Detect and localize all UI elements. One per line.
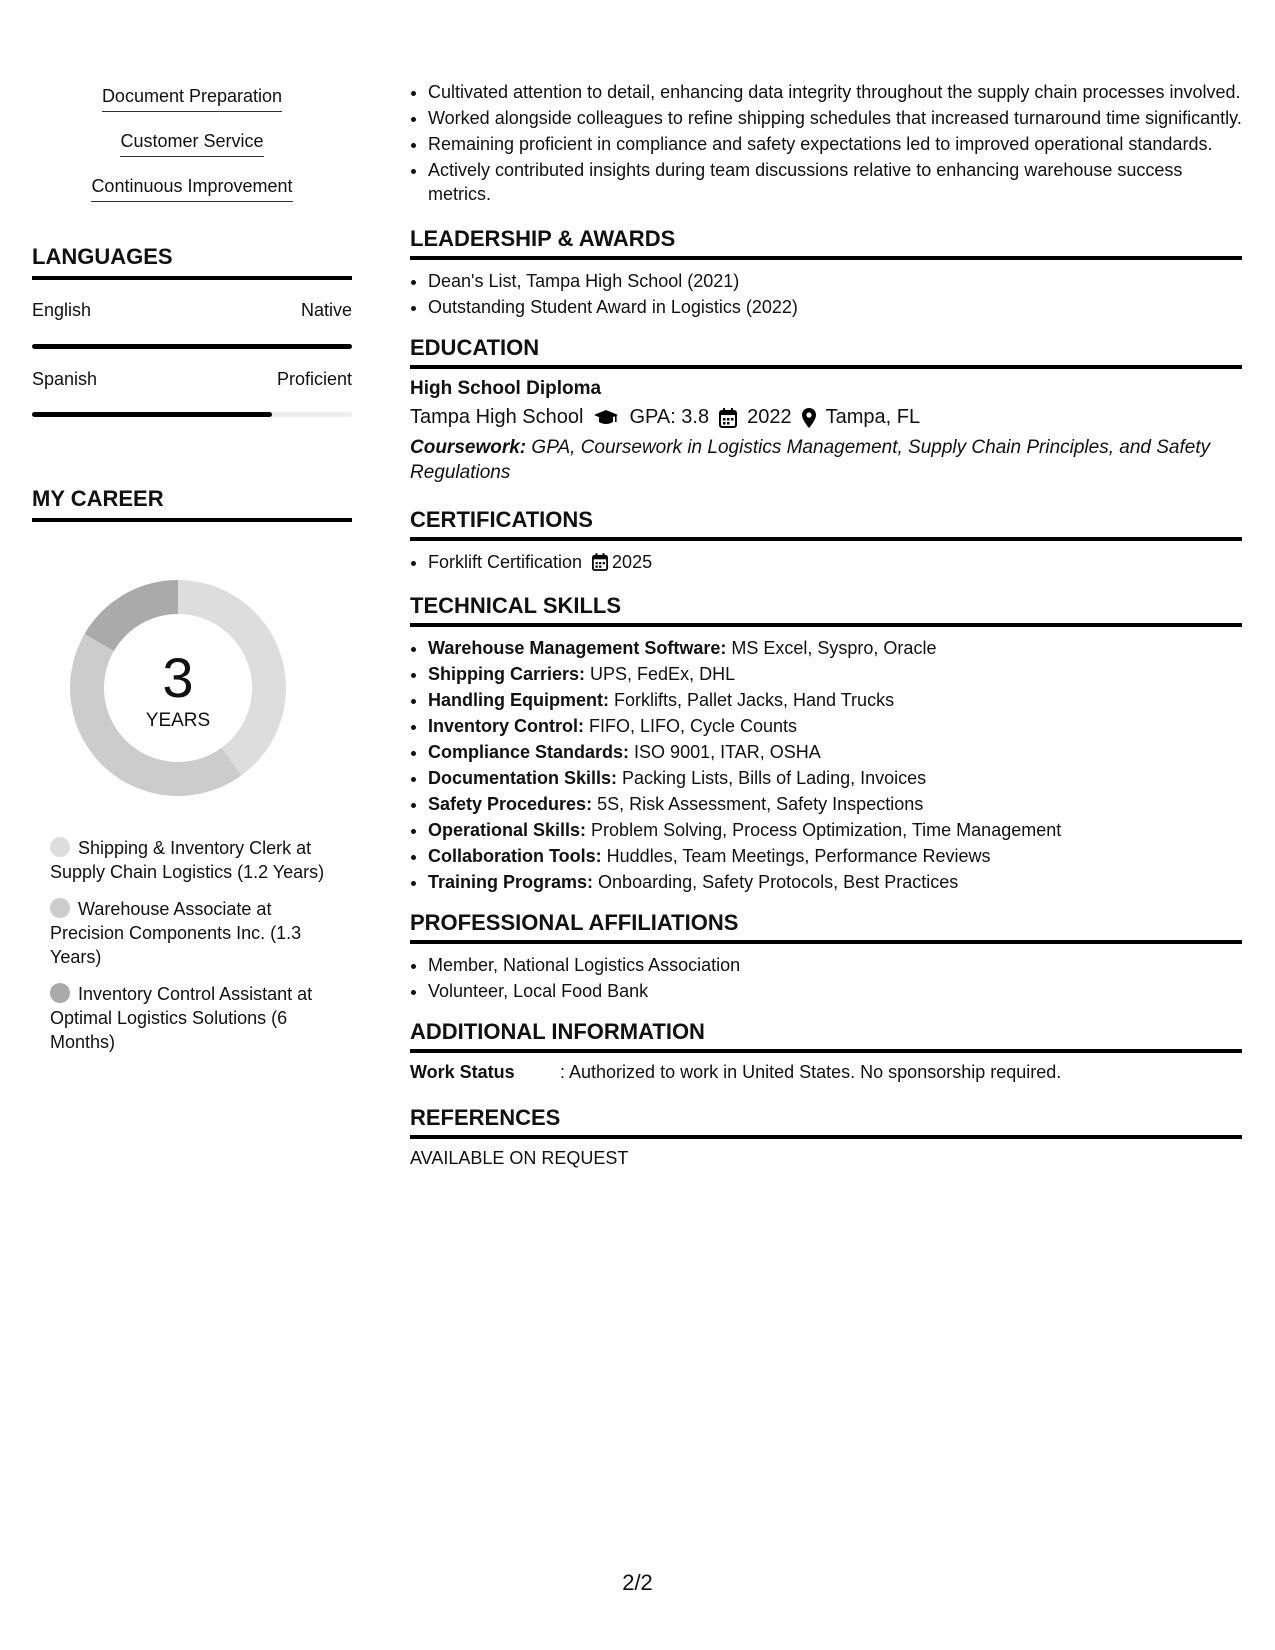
skill-item: Customer Service: [32, 131, 352, 176]
languages-heading: LANGUAGES: [32, 244, 352, 280]
work-status-label: Work Status: [410, 1062, 515, 1082]
certification-item: [428, 550, 1242, 577]
language-row: [32, 300, 352, 321]
technical-skill-item: • Collaboration Tools: Huddles, Team Meetings, Performance Reviews: [428, 844, 1242, 868]
experience-bullets: [410, 80, 1242, 206]
affiliations-section: [410, 910, 1242, 1003]
career-total-unit: YEARS: [145, 710, 211, 731]
leadership-list: [410, 269, 1242, 319]
references-heading: REFERENCES: [410, 1105, 1242, 1139]
graduation-cap-icon: [593, 409, 619, 427]
education-section: [410, 335, 1242, 485]
legend-dot: [50, 837, 70, 857]
technical-skills-heading: TECHNICAL SKILLS: [410, 593, 1242, 627]
additional-info-heading: ADDITIONAL INFORMATION: [410, 1019, 1242, 1053]
education-gpa: GPA: 3.8: [629, 406, 710, 428]
donut-slice-3: [84, 580, 178, 651]
leadership-heading: LEADERSHIP & AWARDS: [410, 226, 1242, 260]
technical-skill-item: • Shipping Carriers: UPS, FedEx, DHL: [428, 662, 1242, 686]
language-name: English: [32, 300, 92, 320]
technical-skill-item: • Documentation Skills: Packing Lists, Bills of Lading, Invoices: [428, 766, 1242, 790]
technical-skill-item: • Training Programs: Onboarding, Safety Protocols, Best Practices: [428, 870, 1242, 894]
affiliations-heading: PROFESSIONAL AFFILIATIONS: [410, 910, 1242, 944]
calendar-icon: [592, 553, 608, 577]
language-bar: [32, 412, 352, 417]
technical-skill-item: • Handling Equipment: Forklifts, Pallet Jacks, Hand Trucks: [428, 688, 1242, 712]
language-level: Proficient: [276, 369, 352, 389]
language-bar-fill: [32, 412, 272, 417]
technical-skill-item: • Operational Skills: Problem Solving, Process Optimization, Time Management: [428, 818, 1242, 842]
technical-skill-item: • Warehouse Management Software: MS Excel, Syspro, Oracle: [428, 636, 1242, 660]
language-bar: [32, 344, 352, 349]
skill-item: Document Preparation: [32, 86, 352, 131]
language-row: [32, 369, 352, 390]
affiliations-list: [410, 953, 1242, 1003]
leadership-section: [410, 226, 1242, 319]
career-legend-item: Shipping & Inventory Clerk at Supply Chain Logistics (1.2 Years): [50, 838, 325, 882]
page-number: 2/2: [622, 1570, 653, 1595]
skill-item: Continuous Improvement: [32, 176, 352, 221]
career-total-years: 3: [162, 646, 194, 709]
certification-year: 2025: [612, 552, 653, 572]
language-bar-fill: [32, 344, 352, 349]
legend-dot: [50, 983, 70, 1003]
certifications-section: [410, 507, 1242, 577]
experience-bullet: • Actively contributed insights during team discussions relative to enhancing warehouse success metrics.: [428, 158, 1242, 206]
education-degree: High School Diploma: [410, 378, 602, 399]
education-coursework: [410, 435, 1242, 485]
coursework-label: Coursework:: [410, 437, 527, 458]
legend-dot: [50, 898, 70, 918]
career-legend: [50, 836, 340, 1067]
leadership-item: • Dean's List, Tampa High School (2021): [428, 269, 1242, 293]
references-text: AVAILABLE ON REQUEST: [410, 1148, 629, 1168]
technical-skill-item: • Compliance Standards: ISO 9001, ITAR, OSHA: [428, 740, 1242, 764]
skills-list: [32, 86, 352, 221]
work-status-value: : Authorized to work in United States. No sponsorship required.: [560, 1062, 1062, 1082]
map-pin-icon: [802, 408, 816, 428]
references-section: [410, 1105, 1242, 1169]
experience-bullet: • Worked alongside colleagues to refine shipping schedules that increased turnaround time significantly.: [428, 106, 1242, 130]
experience-bullet: • Remaining proficient in compliance and safety expectations led to improved operational standards.: [428, 132, 1242, 156]
education-location: Tampa, FL: [825, 406, 921, 428]
certifications-heading: CERTIFICATIONS: [410, 507, 1242, 541]
education-school: Tampa High School: [410, 406, 584, 428]
career-heading: MY CAREER: [32, 486, 352, 522]
career-legend-item: Warehouse Associate at Precision Components Inc. (1.3 Years): [50, 899, 302, 967]
calendar-icon: [719, 408, 737, 428]
leadership-item: • Outstanding Student Award in Logistics (2022): [428, 295, 1242, 319]
technical-skills-section: [410, 593, 1242, 894]
coursework-text: GPA, Coursework in Logistics Management, Supply Chain Principles, and Safety Regulations: [410, 437, 1211, 483]
education-meta: [410, 406, 1242, 429]
technical-skills-list: [410, 636, 1242, 894]
career-legend-item: Inventory Control Assistant at Optimal Logistics Solutions (6 Months): [50, 984, 313, 1052]
certifications-list: [410, 550, 1242, 577]
technical-skill-item: • Inventory Control: FIFO, LIFO, Cycle Counts: [428, 714, 1242, 738]
main-content: [410, 0, 1242, 1169]
certification-name: Forklift Certification: [428, 552, 583, 572]
affiliation-item: • Volunteer, Local Food Bank: [428, 979, 1242, 1003]
education-year: 2022: [747, 406, 792, 428]
affiliation-item: • Member, National Logistics Association: [428, 953, 1242, 977]
education-heading: EDUCATION: [410, 335, 1242, 369]
language-level: Native: [300, 300, 352, 320]
experience-bullet: • Cultivated attention to detail, enhancing data integrity throughout the supply chain processes involved.: [428, 80, 1242, 104]
technical-skill-item: • Safety Procedures: 5S, Risk Assessment, Safety Inspections: [428, 792, 1242, 816]
additional-info-section: [410, 1019, 1242, 1083]
language-name: Spanish: [32, 369, 98, 389]
work-status-row: [410, 1062, 1242, 1083]
